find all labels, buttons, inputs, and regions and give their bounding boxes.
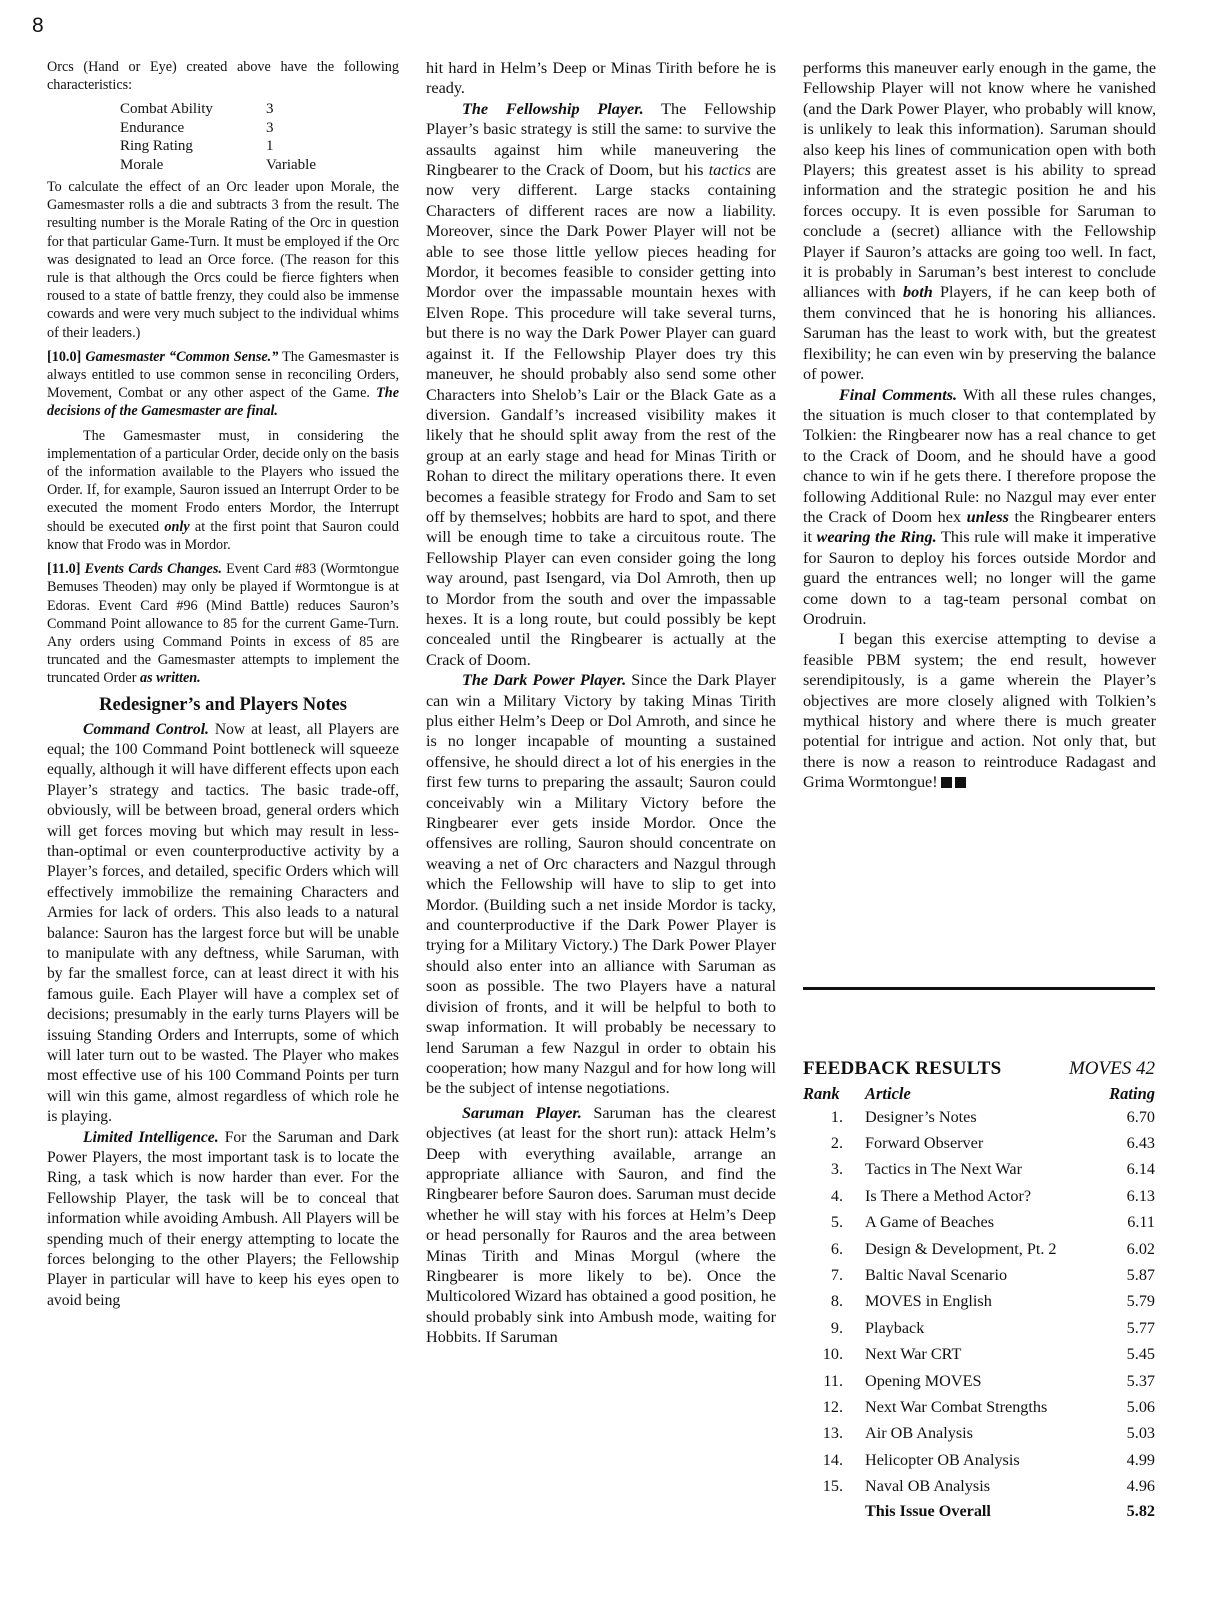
feedback-title: FEEDBACK RESULTS	[803, 1058, 1002, 1079]
feedback-header	[803, 1058, 1155, 1080]
feedback-total-row	[803, 1500, 1155, 1524]
left-column	[47, 58, 399, 1311]
stat-label: Combat Ability	[120, 101, 213, 118]
stat-row	[120, 156, 316, 174]
article-cell: Forward Observer	[865, 1134, 984, 1153]
column-rank: Rank	[803, 1084, 840, 1103]
stat-value: 3	[266, 101, 274, 118]
final-comments-text-b: the Ringbearer enters it	[803, 507, 1156, 547]
fellowship-title: The Fellowship Player.	[462, 99, 644, 118]
rank-cell: 11.	[823, 1371, 843, 1390]
article-cell: Is There a Method Actor?	[865, 1186, 1032, 1205]
article-cell: MOVES in English	[865, 1292, 992, 1311]
table-row	[803, 1130, 1155, 1156]
dark-power-title: The Dark Power Player.	[462, 671, 627, 690]
fellowship-emphasis: tactics	[708, 161, 751, 180]
middle-column	[426, 58, 776, 1348]
saruman-paragraph	[426, 1103, 776, 1348]
end-mark-icon	[955, 777, 966, 788]
fellowship-text-b: are now very different. Large stacks containing Characters of different races are now a liability. Moreover, since the Dark Power Player will not be able to see those little yellow pieces heading for Mordor, it becomes feasible to consider getting into Mordor over the impassable mountain hexes with Elven Rope. This procedure will take several turns, but there is no way the Dark Power Player can guard against it. If the Fellowship Player does try this maneuver, he should probably also send some other Characters into Shelob’s Lair or the Black Gate as a diversion. Gandalf’s increased visibility makes it likely that he should split away from the rest of the group at an early stage and head for Minas Tirith or Rohan to direct the military operations there. It even becomes a feasible strategy for Frodo and Sam to set off by themselves; hobbits are hard to spot, and there will be enough time to take a circuitous route. The Fellowship Player can even consider going the long way around, past Isengard, via Dol Amroth, then up to Mordor from the south and over the impassable hexes. It is a long route, but could possibly be kept concealed until the Ringbearer is actually at the Crack of Doom.	[426, 161, 776, 669]
feedback-rows	[803, 1104, 1155, 1500]
stat-label: Endurance	[120, 119, 185, 136]
rank-cell: 13.	[822, 1424, 843, 1443]
table-row	[803, 1315, 1155, 1341]
rule-10-text: The Gamesmaster is always entitled to use common sense in reconciling Orders, Movement, Combat or any other aspect of the Game.	[47, 348, 399, 402]
command-control-paragraph	[47, 720, 399, 1128]
stat-value: 3	[266, 119, 274, 136]
gm-text-b: at the first point that Sauron could know that Frodo was in Mordor.	[47, 518, 400, 553]
rating-cell: 5.79	[1126, 1292, 1155, 1311]
stat-value: Variable	[266, 156, 316, 173]
rank-cell: 14.	[822, 1450, 843, 1469]
rank-cell: 5.	[830, 1213, 843, 1232]
stat-value: 1	[266, 138, 274, 155]
command-control-text: Now at least, all Players are equal; the 100 Command Point bottleneck will squeeze equally, although it will have different effects upon each Player’s strategy and tactics. The basic trade-off, obviously, will be between broad, general orders which will get forces moving but which may result in less-than-optimal or even counterproductive activity by a Player’s forces, and detailed, specific Orders which will effectively immobilize the remaining Characters and Armies for lack of orders. This also leads to a natural balance: Sauron has the largest force but will be unable to manipulate with any deftness, while Saruman, with by far the smallest force, can at least direct it with his famous guile. Each Player will have a complex set of decisions; presumably in the early turns Players will be issuing Standing Orders and Interrupts, some of which will later turn out to be wasted. The Player who makes most effective use of his 100 Command Points per turn will win this game, almost regardless of which role he is playing.	[47, 720, 399, 1126]
table-row	[803, 1210, 1155, 1236]
table-row	[803, 1236, 1155, 1262]
stat-row	[120, 137, 316, 155]
article-cell: Next War CRT	[865, 1345, 962, 1364]
limited-intelligence-text: For the Saruman and Dark Power Players, the most important task is to locate the Ring, a task which is now harder than ever. For the Fellowship Player, the task will be to conceal that information while avoiding Ambush. All Players will be spending much of their energy attempting to locate the forces belonging to the other Players; the Fellowship Player in particular will have to keep his eyes open to avoid being	[47, 1128, 399, 1309]
feedback-issue: MOVES 42	[1068, 1058, 1155, 1079]
stat-row	[120, 100, 316, 118]
rank-cell: 12.	[822, 1397, 843, 1416]
article-cell: Air OB Analysis	[865, 1424, 973, 1443]
rule-10-emphasis: The decisions of the Gamesmaster are final.	[47, 385, 399, 420]
fellowship-paragraph	[426, 99, 776, 670]
rank-cell: 4.	[830, 1186, 843, 1205]
rating-cell: 6.02	[1126, 1239, 1155, 1258]
article-cell: Designer’s Notes	[865, 1107, 977, 1126]
table-row	[803, 1104, 1155, 1130]
final-comments-emphasis-1: unless	[966, 507, 1009, 526]
rating-cell: 5.03	[1126, 1424, 1155, 1443]
rating-cell: 5.06	[1126, 1397, 1155, 1416]
rating-cell: 6.43	[1126, 1134, 1155, 1153]
column-article: Article	[865, 1084, 911, 1103]
rank-cell: 10.	[822, 1345, 843, 1364]
right-column	[803, 58, 1156, 793]
limited-intelligence-paragraph	[47, 1128, 399, 1312]
final-comments-title: Final Comments.	[839, 385, 958, 404]
final-comments-text-a: With all these rules changes, the situation is much closer to that contemplated by Tolkien: the Ringbearer now has a real chance to get to the Crack of Doom, and he should have a good chance to win if he gets there. I therefore propose the following Additional Rule: no Nazgul may ever enter the Crack of Doom hex	[803, 385, 1156, 526]
orc-stats-table	[120, 100, 316, 174]
table-row	[803, 1262, 1155, 1288]
saruman-text: Saruman has the clearest objectives (at least for the short run): attack Helm’s Deep with everything available, arrange an appropriate alliance with Sauron, and find the Ringbearer before Sauron does. Saruman must decide whether he will stay with his forces at Helm’s Deep or head personally for Rauros and the area between Minas Tirith and Minas Morgul (where the Ringbearer is more likely to be). Once the Multicolored Wizard has obtained a good position, he should probably sink into Ambush mode, waiting for Hobbits. If Saruman	[426, 1103, 777, 1347]
table-row	[803, 1342, 1155, 1368]
table-row	[803, 1368, 1155, 1394]
rank-cell: 9.	[830, 1318, 843, 1337]
rating-cell: 5.45	[1126, 1345, 1155, 1364]
limited-intelligence-title: Limited Intelligence.	[83, 1128, 219, 1146]
saruman-title: Saruman Player.	[462, 1103, 582, 1122]
rating-cell: 6.11	[1127, 1213, 1155, 1232]
total-label: This Issue Overall	[865, 1502, 991, 1521]
gamesmaster-paragraph	[47, 427, 399, 554]
final-comments-text-c: This rule will make it imperative for Sauron to deploy his forces outside Mordor and guard the entrances well; no longer will the game come down to a tag-team personal combat on Orodruin.	[803, 528, 1157, 628]
fellowship-text-a: The Fellowship Player’s basic strategy is still the same: to survive the assaults against him while maneuvering the Ringbearer to the Crack of Doom, but his	[426, 99, 776, 180]
article-cell: Tactics in The Next War	[865, 1160, 1022, 1179]
rule-11-text: Event Card #83 (Wormtongue Bemuses Theoden) may only be played if Wormtongue is at Edoras. Event Card #96 (Mind Battle) reduces Sauron’s Command Point allowance to 85 for the current Game-Turn. Any orders using Command Points in excess of 85 are truncated and the Gamesmaster attempts to implement the truncated Order	[47, 561, 399, 687]
rule-11-title: Events Cards Changes.	[84, 561, 222, 578]
table-row	[803, 1473, 1155, 1499]
rating-cell: 4.99	[1126, 1450, 1155, 1469]
final-comments-emphasis-2: wearing the Ring.	[816, 528, 937, 547]
continued-paragraph: hit hard in Helm’s Deep or Minas Tirith before he is ready.	[426, 59, 776, 98]
rating-cell: 5.37	[1126, 1371, 1155, 1390]
rule-10-title: Gamesmaster “Common Sense.”	[85, 348, 279, 365]
total-rating: 5.82	[1126, 1502, 1155, 1521]
column-rating: Rating	[1109, 1084, 1155, 1103]
rule-11-number: [11.0]	[47, 561, 81, 578]
dark-power-text: Since the Dark Player can win a Military Victory by taking Minas Tirith plus either Helm’s Deep or Dol Amroth, and since he is no longer incapable of mounting a sustained offensive, he should direct a lot of his energies in the first few turns to preparing the assault; Sauron could conceivably win a Military Victory before the Ringbearer ever gets inside Mordor. Once the offensives are rolling, Sauron should concentrate on weaving a net of Orc characters and Nazgul through which the Fellowship will have to slip to get into Mordor. (Building such a net inside Mordor is tacky, and counterproductive if the Dark Power Player is trying for a Military Victory.) The Dark Power Player should also enter into an alliance with Saruman as soon as possible. The two Players have a natural division of fronts, and it will be helpful to both to swap information. It will probably be necessary to lend Saruman a few Nazgul in order to obtain his cooperation; how many Nazgul and for how long will be the subject of intense negotiations.	[426, 671, 776, 1098]
rank-cell: 15.	[822, 1477, 843, 1496]
rank-cell: 6.	[830, 1239, 843, 1258]
orcs-intro: Orcs (Hand or Eye) created above have the following characteristics:	[47, 59, 399, 94]
gm-emphasis: only	[164, 518, 190, 535]
rating-cell: 5.77	[1126, 1318, 1155, 1337]
section-heading: Redesigner’s and Players Notes	[99, 694, 347, 715]
article-cell: Design & Development, Pt. 2	[865, 1239, 1057, 1258]
end-mark-icon	[941, 777, 952, 788]
rating-cell: 6.70	[1126, 1107, 1155, 1126]
table-row	[803, 1421, 1155, 1447]
table-row	[803, 1289, 1155, 1315]
cont-emphasis: both	[903, 283, 933, 302]
rank-cell: 7.	[830, 1266, 843, 1285]
closing-paragraph	[803, 629, 1156, 792]
rating-cell: 4.96	[1126, 1477, 1155, 1496]
dark-power-paragraph	[426, 670, 776, 1099]
rank-cell: 2.	[830, 1134, 843, 1153]
rank-cell: 3.	[830, 1160, 843, 1179]
article-cell: Naval OB Analysis	[865, 1477, 990, 1496]
continued-paragraph	[803, 58, 1156, 385]
closing-text: I began this exercise attempting to devise a feasible PBM system; the end result, however serendipitously, is a game wherein the Player’s objectives are more closely aligned with Tolkien’s mythical history and where there is much greater potential for intrigue and action. Not only that, but there is now a reason to reintroduce Radagast and Grima Wormtongue!	[803, 630, 1156, 792]
orc-morale-paragraph: To calculate the effect of an Orc leader upon Morale, the Gamesmaster rolls a die and subtracts 3 from the result. The resulting number is the Morale Rating of the Orc in question for that particular Game-Turn. It must be employed if the Orc was designated to lead an Orce force. (The reason for this rule is that although the Orcs could be fierce fighters when roused to a state of battle frenzy, they could also be immense cowards and were very much subject to the individual whims of their leaders.)	[47, 179, 399, 341]
table-row	[803, 1183, 1155, 1209]
stat-label: Ring Rating	[120, 138, 193, 155]
gm-text-a: The Gamesmaster must, in considering the implementation of a particular Order, decide only on the basis of the information available to the Players who issued the Order. If, for example, Sauron issued an Interrupt Order to be executed the moment Frodo enters Mordor, the Interrupt should be executed	[47, 427, 399, 535]
table-row	[803, 1394, 1155, 1420]
article-cell: Helicopter OB Analysis	[865, 1450, 1020, 1469]
stat-row	[120, 119, 316, 137]
command-control-title: Command Control.	[83, 720, 209, 738]
divider-rule	[803, 987, 1155, 990]
final-comments-paragraph	[803, 385, 1156, 630]
article-cell: A Game of Beaches	[865, 1213, 995, 1232]
table-row	[803, 1157, 1155, 1183]
cont-text-a: performs this maneuver early enough in the game, the Fellowship Player will not know where he vanished (and the Dark Power Player, who probably will know, is unlikely to leak this information). Saruman should also keep his lines of communication open with both Players; this greatest asset is his ability to spread information and the strategic position he and his forces occupy. It is even possible for Saruman to conclude a (secret) alliance with the Fellowship Player if Sauron’s attacks are going too well. In fact, it is probably in Saruman’s best interest to conclude alliances with	[803, 59, 1156, 302]
stat-label: Morale	[120, 156, 164, 173]
rule-10-paragraph	[47, 348, 399, 421]
feedback-column-headers	[803, 1084, 1155, 1104]
rating-cell: 5.87	[1126, 1266, 1155, 1285]
article-cell: Next War Combat Strengths	[865, 1397, 1048, 1416]
rule-10-number: [10.0]	[47, 348, 82, 365]
rank-cell: 1.	[830, 1107, 843, 1126]
rating-cell: 6.13	[1126, 1186, 1155, 1205]
rule-11-emphasis: as written.	[139, 670, 201, 687]
rating-cell: 6.14	[1126, 1160, 1155, 1179]
article-cell: Baltic Naval Scenario	[865, 1266, 1008, 1285]
rank-cell: 8.	[830, 1292, 843, 1311]
article-cell: Playback	[865, 1318, 925, 1337]
article-cell: Opening MOVES	[865, 1371, 982, 1390]
cont-text-b: Players, if he can keep both of them convinced that he is honoring his alliances. Saruman has the least to work with, but the greatest flexibility; he can even win by preserving the balance of power.	[803, 283, 1156, 384]
page-number: 8	[32, 14, 44, 37]
table-row	[803, 1447, 1155, 1473]
rule-11-paragraph	[47, 560, 399, 687]
feedback-results-table	[803, 1058, 1155, 1524]
